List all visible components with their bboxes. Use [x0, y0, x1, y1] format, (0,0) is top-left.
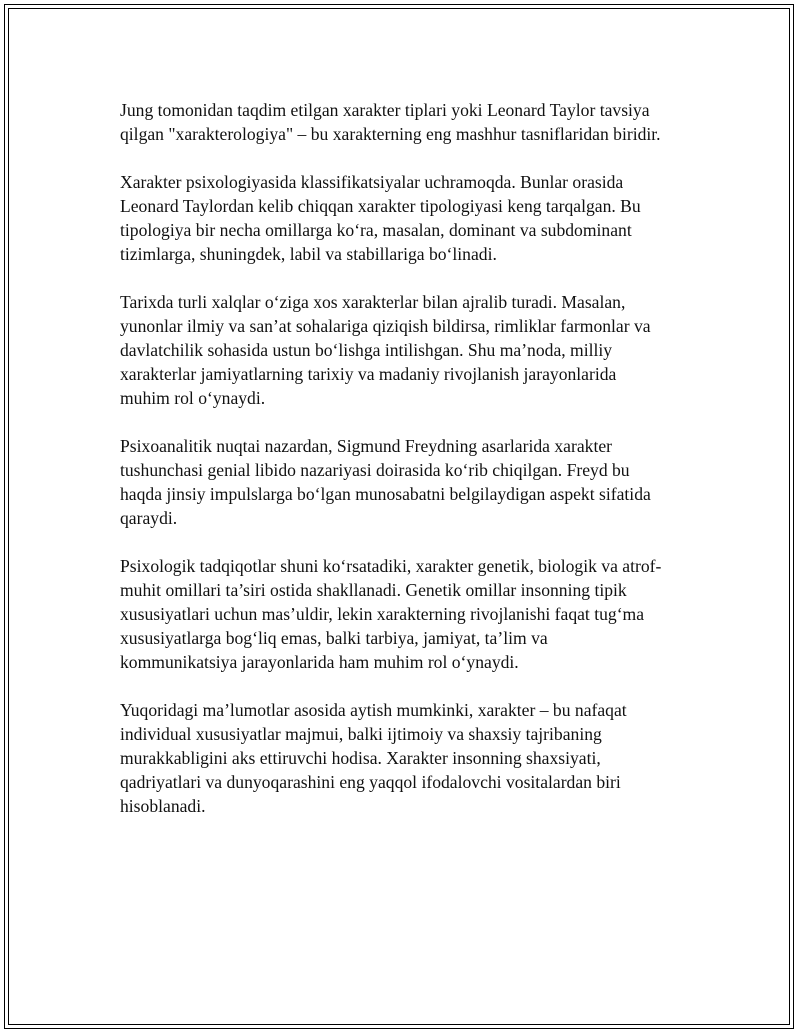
paragraph-1: Jung tomonidan taqdim etilgan xarakter tiplari yoki Leonard Taylor tavsiya qilgan "xarakterologiya" – bu xarakterning eng mashhur tasniflaridan biridir.	[120, 100, 661, 144]
document-page	[4, 4, 794, 1029]
paragraph-4: Psixoanalitik nuqtai nazardan, Sigmund Freydning asarlarida xarakter tushunchasi genial libido nazariyasi doirasida ko‘rib chiqilgan. Freyd bu haqda jinsiy impulslarga bo‘lgan munosabatni belgilaydigan aspekt sifatida qaraydi.	[120, 436, 651, 528]
paragraph-3: Tarixda turli xalqlar o‘ziga xos xarakterlar bilan ajralib turadi. Masalan, yunonlar ilmiy va san’at sohalariga qiziqish bildirsa, rimliklar farmonlar va davlatchilik sohasida ustun bo‘lishga intilishgan. Shu ma’noda, milliy xarakterlar jamiyatlarning tarixiy va madaniy rivojlanish jarayonlarida muhim rol o‘ynaydi.	[120, 292, 651, 408]
paragraph-2: Xarakter psixologiyasida klassifikatsiyalar uchramoqda. Bunlar orasida Leonard Taylordan kelib chiqqan xarakter tipologiyasi keng tarqalgan. Bu tipologiya bir necha omillarga ko‘ra, masalan, dominant va subdominant tizimlarga, shuningdek, labil va stabillariga bo‘linadi.	[120, 172, 641, 264]
paragraph-6: Yuqoridagi ma’lumotlar asosida aytish mumkinki, xarakter – bu nafaqat individual xususiyatlar majmui, balki ijtimoiy va shaxsiy tajribaning murakkabligini aks ettiruvchi hodisa. Xarakter insonning shaxsiyati, qadriyatlari va dunyoqarashini eng yaqqol ifodalovchi vositalardan biri hisoblanadi.	[120, 700, 627, 816]
paragraph-5: Psixologik tadqiqotlar shuni ko‘rsatadiki, xarakter genetik, biologik va atrof- muhit omillari ta’siri ostida shakllanadi. Genetik omillar insonning tipik xususiyatlari uchun mas’uldir, lekin xarakterning rivojlanishi faqat tug‘ma xususiyatlarga bog‘liq emas, balki tarbiya, jamiyat, ta’lim va kommunikatsiya jarayonlarida ham muhim rol o‘ynaydi.	[120, 556, 662, 672]
document-body	[120, 98, 705, 842]
